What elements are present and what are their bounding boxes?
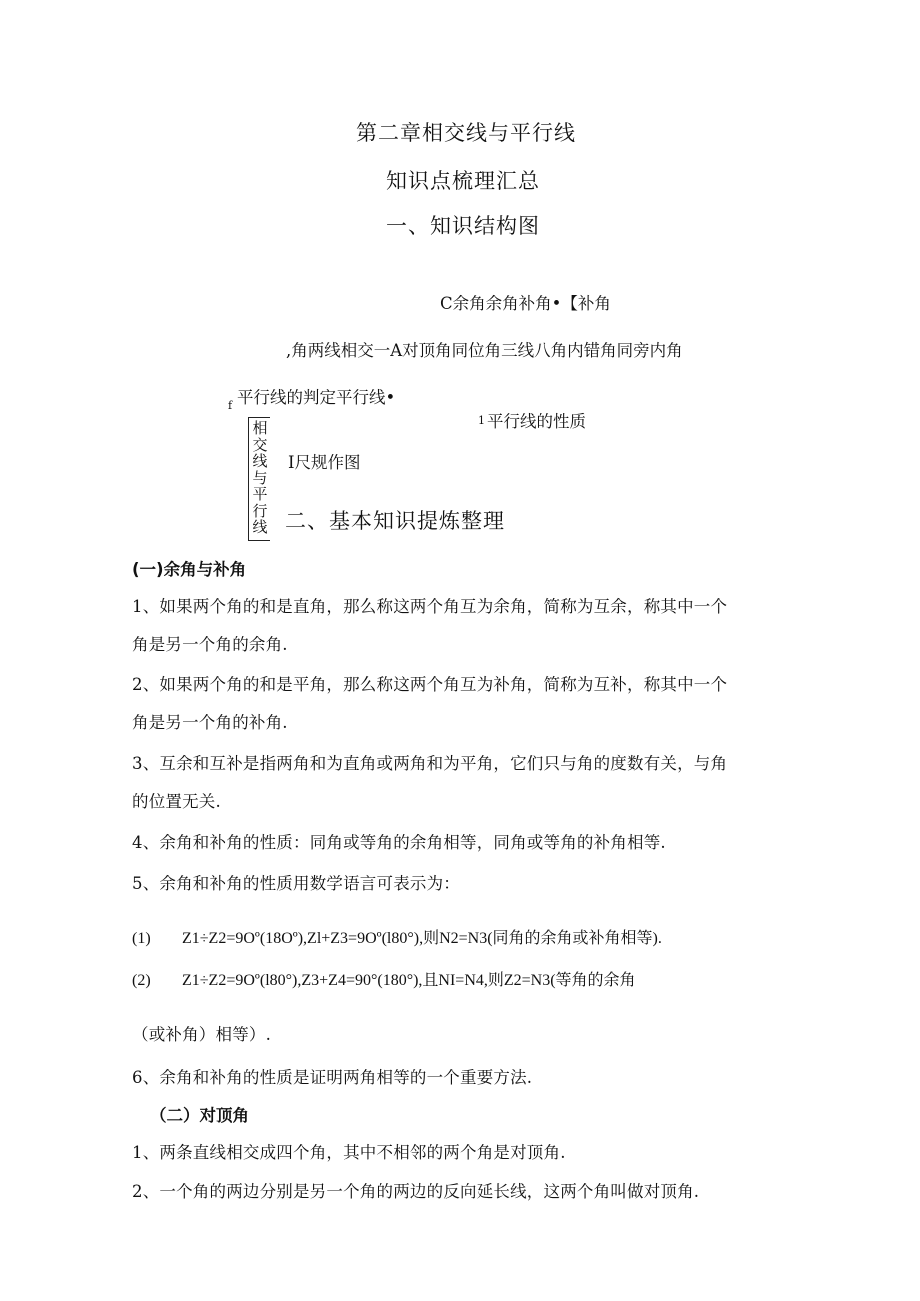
formula-1-number: (1) xyxy=(132,930,151,947)
part1-line: 角是另一个角的余角. xyxy=(132,635,288,654)
part1-line: 3、互余和互补是指两角和为直角或两角和为平角，它们只与角的度数有关，与角 xyxy=(132,754,728,773)
formula-1: Z1÷Z2=9Oº(18Oº),Zl+Z3=9Oº(l80°),则N2=N3(同角的余角或补角相等). xyxy=(182,930,662,947)
part2-line: 1、两条直线相交成四个角，其中不相邻的两个角是对顶角. xyxy=(132,1143,566,1162)
part2-line: 2、一个角的两边分别是另一个角的两边的反向延长线，这两个角叫做对顶角. xyxy=(132,1182,700,1201)
part1-line: 1、如果两个角的和是直角，那么称这两个角互为余角，简称为互余，称其中一个 xyxy=(132,597,728,616)
formula-2: Z1÷Z2=9Oº(l80°),Z3+Z4=90°(180°),且NI=N4,则Z2=N3(等角的余角 xyxy=(182,972,636,989)
structure-line-ruler: I尺规作图 xyxy=(288,453,361,472)
part1-line: 2、如果两个角的和是平角，那么称这两个角互为补角，简称为互补，称其中一个 xyxy=(132,675,728,694)
formula-2-number: (2) xyxy=(132,972,151,989)
part1-line: 的位置无关. xyxy=(132,792,221,811)
part1-line: 4、余角和补角的性质：同角或等角的余角相等，同角或等角的补角相等. xyxy=(132,833,666,852)
part1-line: 角是另一个角的补角. xyxy=(132,713,288,732)
document-subtitle: 知识点梳理汇总 xyxy=(386,169,540,193)
structure-parallel-mark: f xyxy=(228,399,233,412)
structure-line-intersect: ,角两线相交一A对顶角同位角三线八角内错角同旁内角 xyxy=(286,341,683,360)
chapter-title: 第二章相交线与平行线 xyxy=(356,121,576,145)
structure-line-complement: C余角余角补角•【补角 xyxy=(440,294,611,313)
structure-line-property: 平行线的性质 xyxy=(487,412,586,431)
formula-2-continuation: （或补角）相等）. xyxy=(132,1025,272,1044)
structure-line-parallel: 平行线的判定平行线• xyxy=(237,388,396,407)
part1-heading: (一)余角与补角 xyxy=(132,560,247,579)
structure-property-mark: 1 xyxy=(478,414,485,427)
section-heading-structure: 一、知识结构图 xyxy=(386,214,540,238)
section-heading-basics: 二、基本知识提炼整理 xyxy=(285,509,505,533)
structure-vertical-label: 相交线与平行线 xyxy=(252,419,268,536)
part1-line-6: 6、余角和补角的性质是证明两角相等的一个重要方法. xyxy=(132,1068,533,1087)
part2-heading: （二）对顶角 xyxy=(150,1106,249,1125)
part1-line: 5、余角和补角的性质用数学语言可表示为： xyxy=(132,874,460,893)
